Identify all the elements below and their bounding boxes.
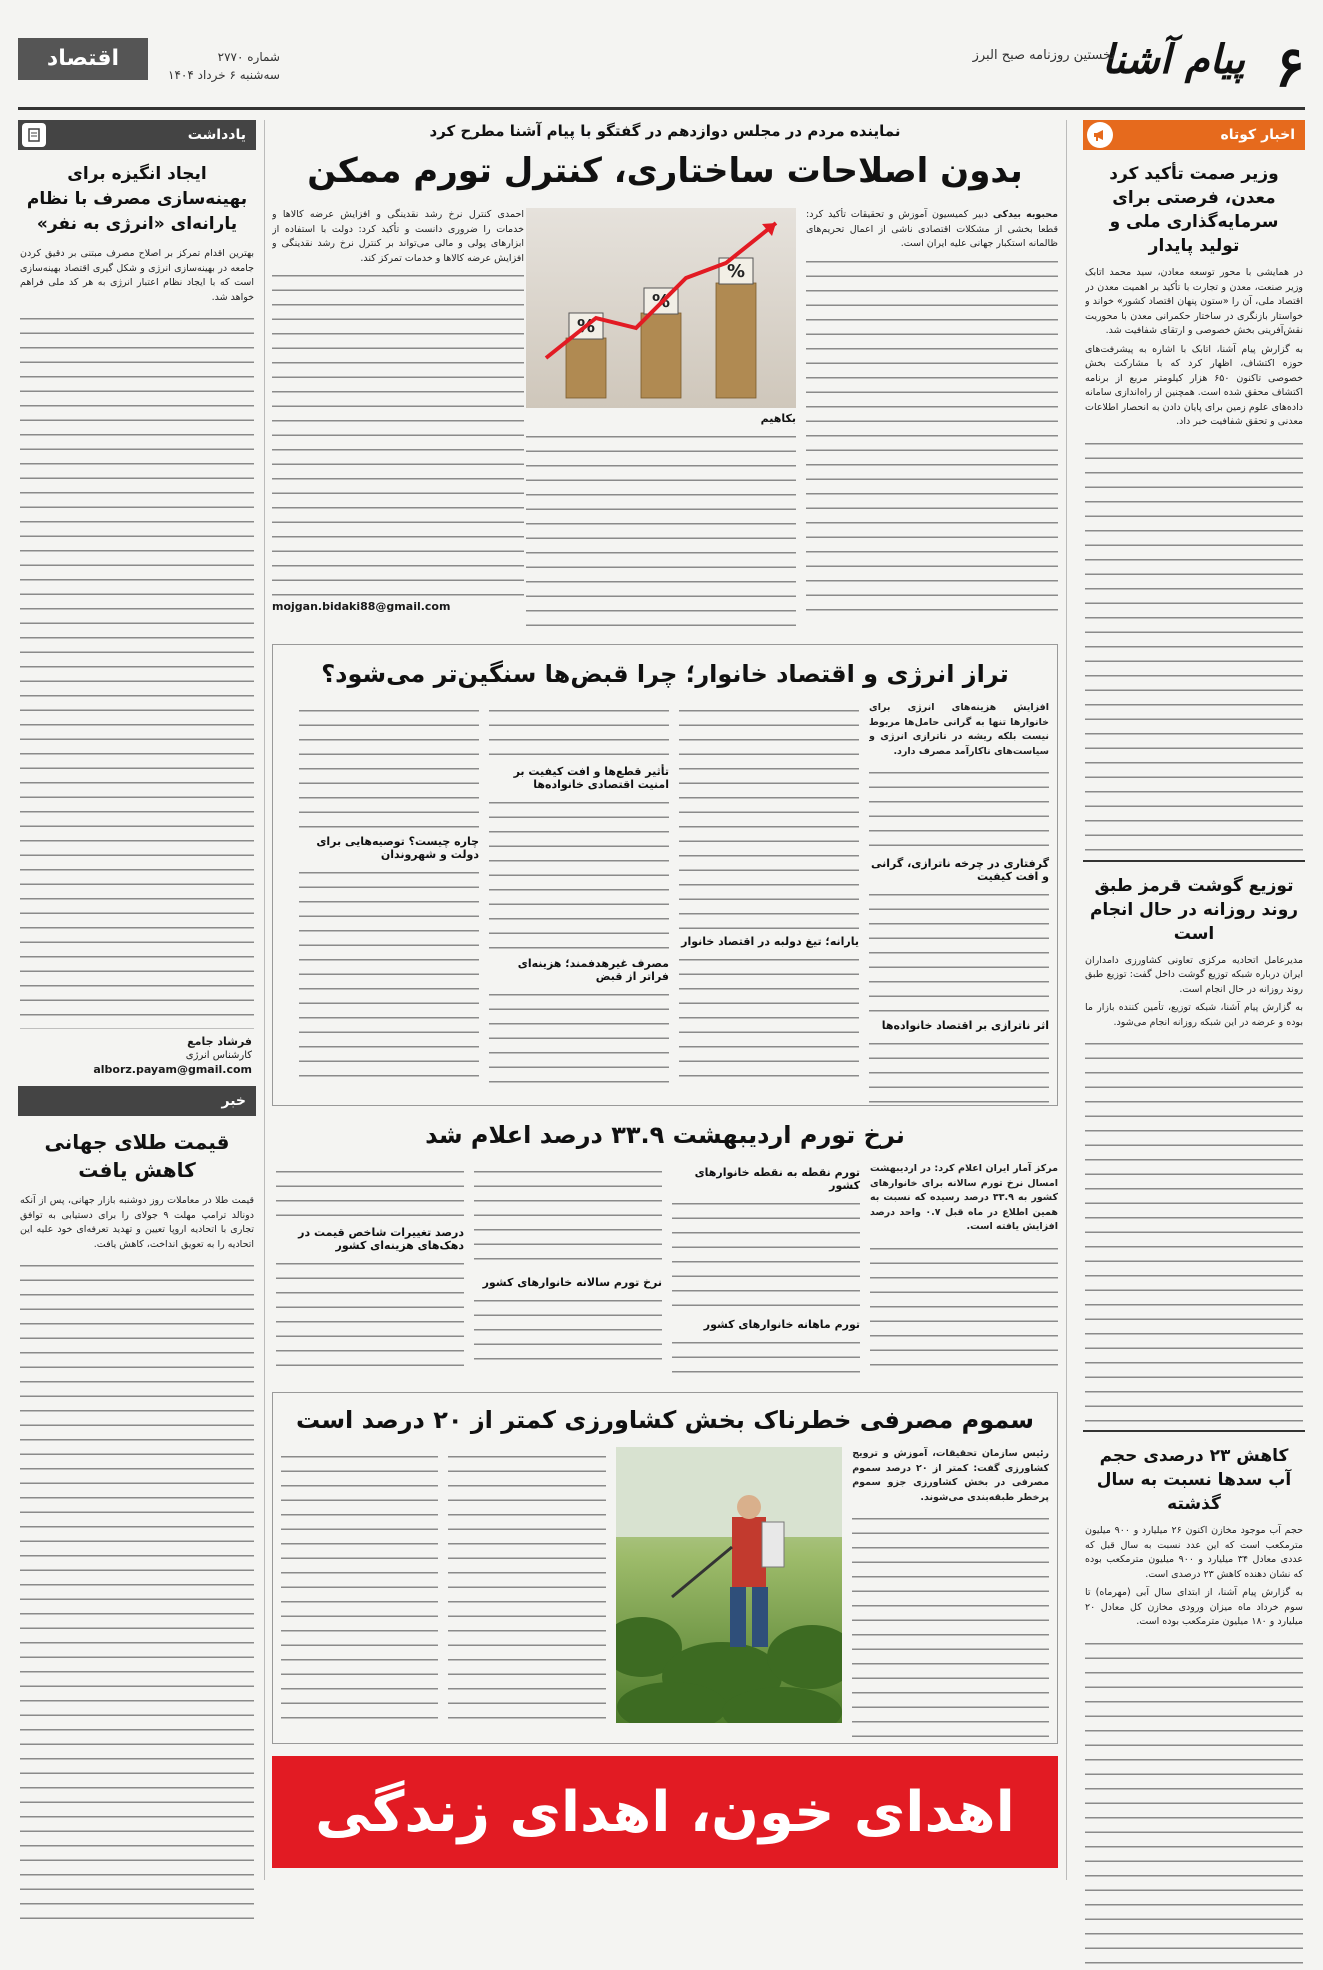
pesticide-story [272, 1392, 1058, 1744]
note-header [18, 120, 256, 150]
inflation-subhead-2: تورم ماهانه خانوارهای کشور [703, 1318, 860, 1331]
story-3-title: کاهش ۲۳ درصدی حجم آب سدها نسبت به سال گذشته [1096, 1446, 1292, 1514]
banner-text: اهدای خون، اهدای زندگی [315, 1779, 1015, 1845]
section-tab: اقتصاد [18, 38, 148, 80]
note-label: یادداشت [187, 127, 246, 143]
gold-news-continuation [20, 1256, 254, 1926]
inflation-lead: مرکز آمار ایران اعلام کرد: در اردیبهشت امسال نرخ تورم سالانه برای خانوارهای کشور به ۳۳.۹ درصد رسیده که نسبت به همین اطلاع در ماه قبل ۰.۷ واحد درصد افزایش یافته است. [870, 1163, 1058, 1232]
story-3-continuation [1085, 1634, 1303, 1964]
megaphone-icon [1087, 122, 1113, 148]
story-3-body: به گزارش پیام آشنا، از ابتدای سال آبی (مهرماه) تا سوم خرداد ماه میزان ورودی مخازن کل معادل ۲۰ میلیارد و ۱۸۰ میلیون مترمکعب بوده است. [1085, 1587, 1303, 1627]
energy-headline: تراز انرژی و اقتصاد خانوار؛ چرا قبض‌ها سنگین‌تر می‌شود؟ [321, 660, 1009, 688]
pesticide-headline: سموم مصرفی خطرناک بخش کشاورزی کمتر از ۲۰ درصد است [296, 1406, 1034, 1434]
story-1-lead: در همایشی با محور توسعه معادن، سید محمد اتابک وزیر صنعت، معدن و تجارت با تأکید بر اهمیت معدن در اقتصاد ملی، آن را «ستون پنهان اقتصاد کشور» خواند و خواستار بازنگری در ساختار حکمرانی معدن با محوریت نقش‌آفرینی بخش خصوصی و ارتقای شفافیت شد. [1085, 267, 1303, 336]
blood-donation-banner [272, 1756, 1058, 1868]
energy-subhead-4: تأثیر قطع‌ها و افت کیفیت بر امنیت اقتصادی خانواده‌ها [513, 765, 669, 791]
energy-subhead-5: مصرف غیرهدفمند؛ هزینه‌ای فراتر از قبض [517, 957, 669, 983]
tagline: نخستین روزنامه صبح البرز [972, 48, 1115, 63]
energy-col-2 [679, 701, 859, 1104]
news-header: خبر [18, 1086, 256, 1116]
lead-col-left [272, 208, 524, 640]
short-news-story-1 [1083, 150, 1305, 860]
note-continuation [20, 309, 254, 1029]
lead-col-mid-continuation [526, 427, 796, 627]
issue-info [168, 48, 280, 84]
note-author: فرشاد جامع [187, 1035, 252, 1048]
inflation-col-1 [870, 1162, 1058, 1378]
coins-illustration [526, 208, 796, 408]
energy-col-3 [489, 701, 669, 1104]
farmer-illustration [616, 1447, 842, 1723]
story-1-body: به گزارش پیام آشنا، اتابک با اشاره به پیشرفت‌های حوزه اکتشاف، اظهار کرد که با مشارکت بخش خصوصی تاکنون ۶۵۰ هزار کیلومتر مربع از برنامه اکتشاف محقق شده است. همچنین از راه‌اندازی سامانه داده‌های علوم زمین برای پایان دادن به انحصار اطلاعات معدنی و تحقق شفافیت خبر داد. [1085, 343, 1303, 427]
short-news-label: اخبار کوتاه [1220, 127, 1295, 143]
inflation-subhead-4: درصد تغییرات شاخص قیمت در دهک‌های هزینه‌ای کشور [298, 1226, 464, 1252]
energy-col-4 [299, 701, 479, 1104]
story-2-title: توزیع گوشت قرمز طبق روند روزانه در حال انجام است [1089, 875, 1299, 944]
pesticide-col-1 [852, 1447, 1049, 1739]
gold-news-body: قیمت طلا در معاملات روز دوشنبه بازار جهانی، پس از آنکه دونالد ترامپ مهلت ۹ جولای را برای دستیابی به توافق تجاری با اتحادیه اروپا تعیین و تهدید تعرفه‌ای خود علیه این اتحادیه را به تعویق انداخت، کاهش یافت. [20, 1195, 254, 1250]
page-number: ۶ [1274, 34, 1305, 100]
masthead [18, 28, 1305, 110]
notepad-icon [22, 123, 46, 147]
lead-email: mojgan.bidaki88@gmail.com [272, 600, 451, 613]
divider-left [264, 120, 265, 1880]
svg-text:%: % [576, 316, 596, 337]
svg-text:%: % [651, 291, 671, 312]
lead-story [272, 120, 1058, 640]
story-1-title: وزیر صمت تأکید کرد معدن، فرصتی برای سرمایه‌گذاری ملی و تولید پایدار [1109, 164, 1279, 256]
inflation-story [272, 1114, 1058, 1386]
issue-number: شماره ۲۷۷۰ [217, 50, 280, 64]
left-sidebar [18, 120, 256, 1880]
inflation-col-4 [276, 1162, 464, 1378]
center-column [272, 120, 1058, 1880]
story-1-continuation [1085, 434, 1303, 854]
inflation-col-2 [672, 1162, 860, 1378]
pesticide-lead: رئیس سازمان تحقیقات، آموزش و ترویج کشاورزی گفت: کمتر از ۲۰ درصد سموم مصرفی در بخش کشاورزی جزو سموم پرخطر طبقه‌بندی می‌شوند. [852, 1448, 1049, 1503]
inflation-subhead-3: نرخ تورم سالانه خانوارهای کشور [482, 1276, 662, 1289]
story-2-lead: مدیرعامل اتحادیه مرکزی تعاونی کشاورزی دامداران ایران درباره شبکه توزیع گوشت داخل گفت: توزیع طبق روند روزانه در حال انجام است. [1085, 954, 1303, 995]
issue-date: سه‌شنبه ۶ خرداد ۱۴۰۴ [168, 68, 280, 82]
lead-col-right-continuation [806, 252, 1058, 612]
coins-inflation-photo [526, 208, 796, 408]
right-sidebar [1083, 120, 1305, 1880]
energy-subhead-3: یارانه؛ تیغ دولبه در اقتصاد خانوار [681, 935, 859, 948]
inflation-subhead-1: تورم نقطه به نقطه خانوارهای کشور [694, 1166, 860, 1192]
lead-kicker: نماینده مردم در مجلس دوازدهم در گفتگو با پیام آشنا مطرح کرد [429, 122, 901, 140]
energy-subhead-1: گرفتاری در چرخه ناترازی، گرانی و افت کیفیت [870, 857, 1049, 883]
short-news-header [1083, 120, 1305, 150]
lead-body-lead: دبیر کمیسیون آموزش و تحقیقات تأکید کرد: قطعا بخشی از مشکلات اقتصادی ناشی از اعمال تحریم‌های ظالمانه استکبار جهانی علیه ایران است. [806, 209, 1058, 249]
energy-story [272, 644, 1058, 1106]
inflation-col-3 [474, 1162, 662, 1378]
story-3-lead: حجم آب موجود مخازن اکنون ۲۶ میلیارد و ۹۰۰ میلیون مترمکعب است که این عدد نسبت به سال قبل که عددی معادل ۳۴ میلیارد و ۹۰۰ میلیون مترمکعب بوده که نشان دهنده کاهش ۲۳ درصدی است. [1085, 1525, 1303, 1580]
short-news-story-2 [1083, 860, 1305, 1431]
note-title: ایجاد انگیزه برای بهینه‌سازی مصرف با نظام یارانه‌ای «انرژی به نفر» [26, 164, 248, 234]
lead-col-right [806, 208, 1058, 640]
lead-headline: بدون اصلاحات ساختاری، کنترل تورم ممکن [307, 151, 1023, 191]
divider-right [1066, 120, 1067, 1880]
energy-subhead-6: چاره چیست؟ توصیه‌هایی برای دولت و شهروندان [316, 835, 479, 861]
lead-byline: محبوبه بیدکی [992, 209, 1058, 220]
inflation-headline: نرخ تورم اردیبهشت ۳۳.۹ درصد اعلام شد [425, 1121, 905, 1149]
energy-lead: افزایش هزینه‌های انرژی برای خانوارها تنها به گرانی حامل‌ها مربوط نیست بلکه ریشه در ناترازی انرژی و سیاست‌های ناکارآمد مصرف دارد. [869, 702, 1049, 757]
energy-col-1 [869, 701, 1049, 1104]
note-author-role: کارشناس انرژی [185, 1050, 252, 1061]
short-news-story-3 [1083, 1430, 1305, 1970]
energy-subhead-2: اثر ناترازی بر اقتصاد خانواده‌ها [881, 1019, 1049, 1032]
gold-news-title: قیمت طلای جهانی کاهش یافت [44, 1130, 230, 1182]
note-body: بهترین اقدام تمرکز بر اصلاح مصرف مبتنی بر دقیق کردن جامعه در بهینه‌سازی انرژی و شکل گیری اقتصاد بهینه‌سازی است که با ایجاد نظام اعتبار انرژی به هر کد ملی فراهم خواهد شد. [20, 248, 254, 303]
note-email: alborz.payam@gmail.com [93, 1063, 252, 1076]
lead-subhead-1: بکاهیم [760, 412, 796, 425]
lead-col-left-text: احمدی کنترل نرخ رشد نقدینگی و افزایش عرضه کالاها و خدمات را ضروری دانست و تأکید کرد: دولت با استفاده از ابزارهای پولی و مالی می‌تواند بر کنترل نرخ رشد نقدینگی و افزایش عرضه کالاها و خدمات تمرکز کند. [272, 209, 524, 264]
svg-text:%: % [726, 261, 746, 282]
story-2-continuation [1085, 1034, 1303, 1424]
story-2-body: به گزارش پیام آشنا، شبکه توزیع، تأمین کننده بازار ما بوده و عرضه در این شبکه روزانه انجام می‌شود. [1085, 1002, 1303, 1028]
farmer-spraying-photo [616, 1447, 842, 1723]
newspaper-logo: پیام آشنا [1102, 36, 1245, 83]
lead-col-left-continuation [272, 266, 524, 596]
lead-image-block [526, 208, 796, 640]
pesticide-col-3 [448, 1447, 605, 1739]
pesticide-col-4 [281, 1447, 438, 1739]
